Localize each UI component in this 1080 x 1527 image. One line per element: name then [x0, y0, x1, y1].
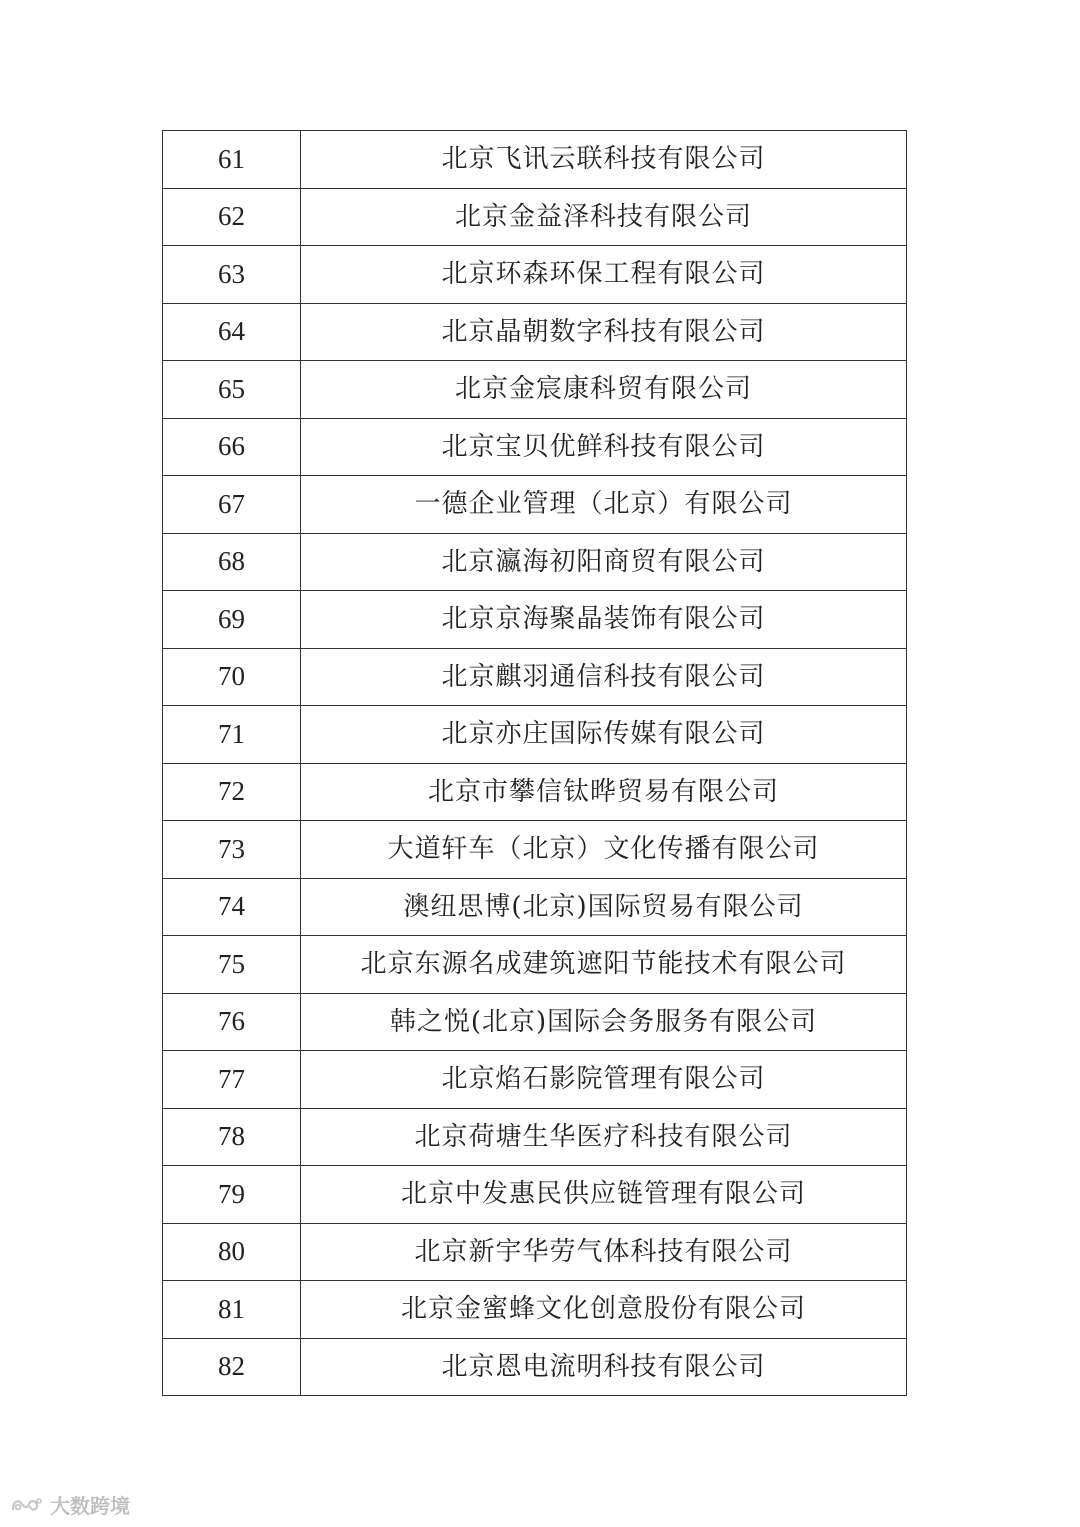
watermark: [10, 1490, 130, 1519]
company-name-cell: 澳纽思博(北京)国际贸易有限公司: [301, 878, 907, 936]
row-number-cell: 65: [163, 361, 301, 419]
row-number-cell: 74: [163, 878, 301, 936]
table-body: [163, 131, 907, 1396]
row-number-cell: 78: [163, 1108, 301, 1166]
table-row: [163, 418, 907, 476]
company-name-cell: 大道轩车（北京）文化传播有限公司: [301, 821, 907, 879]
company-name-cell: 北京荷塘生华医疗科技有限公司: [301, 1108, 907, 1166]
company-name-cell: 北京中发惠民供应链管理有限公司: [301, 1166, 907, 1224]
row-number-cell: 75: [163, 936, 301, 994]
company-name-cell: 北京瀛海初阳商贸有限公司: [301, 533, 907, 591]
row-number-cell: 67: [163, 476, 301, 534]
company-name-cell: 北京东源名成建筑遮阳节能技术有限公司: [301, 936, 907, 994]
table-row: [163, 361, 907, 419]
table-row: [163, 821, 907, 879]
row-number-cell: 68: [163, 533, 301, 591]
watermark-text: 大数跨境: [50, 1494, 130, 1518]
row-number-cell: 82: [163, 1338, 301, 1396]
company-name-cell: 北京飞讯云联科技有限公司: [301, 131, 907, 189]
row-number-cell: 80: [163, 1223, 301, 1281]
table-row: [163, 246, 907, 304]
row-number-cell: 62: [163, 188, 301, 246]
company-name-cell: 北京麒羽通信科技有限公司: [301, 648, 907, 706]
table-row: [163, 993, 907, 1051]
company-name-cell: 北京亦庄国际传媒有限公司: [301, 706, 907, 764]
row-number-cell: 69: [163, 591, 301, 649]
row-number-cell: 71: [163, 706, 301, 764]
table-row: [163, 706, 907, 764]
row-number-cell: 76: [163, 993, 301, 1051]
company-list-table: [162, 130, 907, 1396]
company-name-cell: 韩之悦(北京)国际会务服务有限公司: [301, 993, 907, 1051]
company-name-cell: 北京焰石影院管理有限公司: [301, 1051, 907, 1109]
company-name-cell: 北京金益泽科技有限公司: [301, 188, 907, 246]
table-row: [163, 936, 907, 994]
table-row: [163, 533, 907, 591]
row-number-cell: 61: [163, 131, 301, 189]
company-name-cell: 北京金宸康科贸有限公司: [301, 361, 907, 419]
table-row: [163, 1108, 907, 1166]
company-name-cell: 北京宝贝优鲜科技有限公司: [301, 418, 907, 476]
row-number-cell: 63: [163, 246, 301, 304]
table-row: [163, 476, 907, 534]
row-number-cell: 81: [163, 1281, 301, 1339]
table-row: [163, 648, 907, 706]
table-row: [163, 1281, 907, 1339]
table-row: [163, 131, 907, 189]
row-number-cell: 66: [163, 418, 301, 476]
row-number-cell: 77: [163, 1051, 301, 1109]
table-row: [163, 188, 907, 246]
table-row: [163, 591, 907, 649]
row-number-cell: 79: [163, 1166, 301, 1224]
company-name-cell: 北京京海聚晶装饰有限公司: [301, 591, 907, 649]
table-row: [163, 878, 907, 936]
infinity-logo-icon: [10, 1495, 44, 1515]
company-name-cell: 一德企业管理（北京）有限公司: [301, 476, 907, 534]
row-number-cell: 70: [163, 648, 301, 706]
company-name-cell: 北京金蜜蜂文化创意股份有限公司: [301, 1281, 907, 1339]
row-number-cell: 64: [163, 303, 301, 361]
row-number-cell: 73: [163, 821, 301, 879]
table-row: [163, 1223, 907, 1281]
table-row: [163, 763, 907, 821]
table-row: [163, 1338, 907, 1396]
company-name-cell: 北京环森环保工程有限公司: [301, 246, 907, 304]
company-name-cell: 北京市攀信钛晔贸易有限公司: [301, 763, 907, 821]
company-name-cell: 北京晶朝数字科技有限公司: [301, 303, 907, 361]
table-row: [163, 1051, 907, 1109]
table-row: [163, 1166, 907, 1224]
table-row: [163, 303, 907, 361]
row-number-cell: 72: [163, 763, 301, 821]
company-name-cell: 北京恩电流明科技有限公司: [301, 1338, 907, 1396]
company-name-cell: 北京新宇华劳气体科技有限公司: [301, 1223, 907, 1281]
